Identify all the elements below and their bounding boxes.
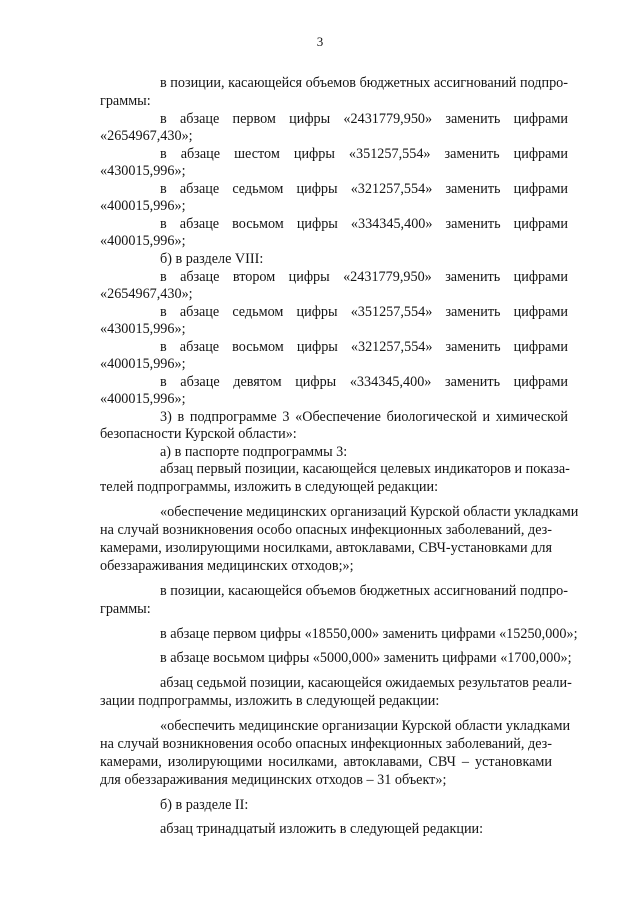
text-line: в абзаце седьмом цифры «321257,554» заменить цифрами [160,181,568,197]
text-line: абзац седьмой позиции, касающейся ожидаемых результатов реали- [160,675,572,691]
text-line: в абзаце первом цифры «18550,000» заменить цифрами «15250,000»; [160,626,578,642]
text-line: камерами, изолирующими носилками, автоклавами, СВЧ-установками для [100,540,552,556]
page-number: 3 [316,34,324,49]
text-line: «400015,996»; [100,356,186,372]
text-line: зации подпрограммы, изложить в следующей редакции: [100,693,440,709]
text-line: «2654967,430»; [100,286,193,302]
text-line: телей подпрограммы, изложить в следующей редакции: [100,479,439,495]
text-line: граммы: [100,93,151,109]
text-line: в позиции, касающейся объемов бюджетных ассигнований подпро- [160,583,568,599]
text-line: в абзаце восьмом цифры «334345,400» заменить цифрами [160,216,568,232]
text-line: в абзаце седьмом цифры «351257,554» заменить цифрами [160,304,568,320]
text-line: «400015,996»; [100,198,186,214]
text-line: на случай возникновения особо опасных инфекционных заболеваний, дез- [100,736,552,752]
text-line: 3) в подпрограмме 3 «Обеспечение биологической и химической [160,409,568,425]
text-line: безопасности Курской области»: [100,426,297,442]
text-line: в абзаце шестом цифры «351257,554» заменить цифрами [160,146,568,162]
text-line: «обеспечить медицинские организации Курской области укладками [160,718,571,734]
text-line: на случай возникновения особо опасных инфекционных заболеваний, дез- [100,522,552,538]
text-line: б) в разделе VIII: [160,251,264,267]
text-line: в абзаце первом цифры «2431779,950» заменить цифрами [160,111,568,127]
text-line: в абзаце восьмом цифры «5000,000» заменить цифрами «1700,000»; [160,650,572,666]
text-line: «400015,996»; [100,233,186,249]
text-line: а) в паспорте подпрограммы 3: [160,444,348,460]
text-line: в абзаце девятом цифры «334345,400» заменить цифрами [160,374,568,390]
text-line: камерами, изолирующими носилками, автоклавами, СВЧ – установками [100,754,552,770]
text-line: «430015,996»; [100,321,186,337]
text-line: абзац тринадцатый изложить в следующей редакции: [160,821,484,837]
text-line: «400015,996»; [100,391,186,407]
text-line: граммы: [100,601,151,617]
text-line: «2654967,430»; [100,128,193,144]
text-line: абзац первый позиции, касающейся целевых индикаторов и показа- [160,461,570,477]
text-line: «обеспечение медицинских организаций Курской области укладками [160,504,579,520]
text-line: обеззараживания медицинских отходов;»; [100,558,354,574]
text-line: в позиции, касающейся объемов бюджетных ассигнований подпро- [160,75,568,91]
text-line: в абзаце втором цифры «2431779,950» заменить цифрами [160,269,568,285]
text-line: в абзаце восьмом цифры «321257,554» заменить цифрами [160,339,568,355]
text-line: для обеззараживания медицинских отходов – 31 объект»; [100,772,447,788]
text-line: «430015,996»; [100,163,186,179]
text-line: б) в разделе II: [160,797,249,813]
